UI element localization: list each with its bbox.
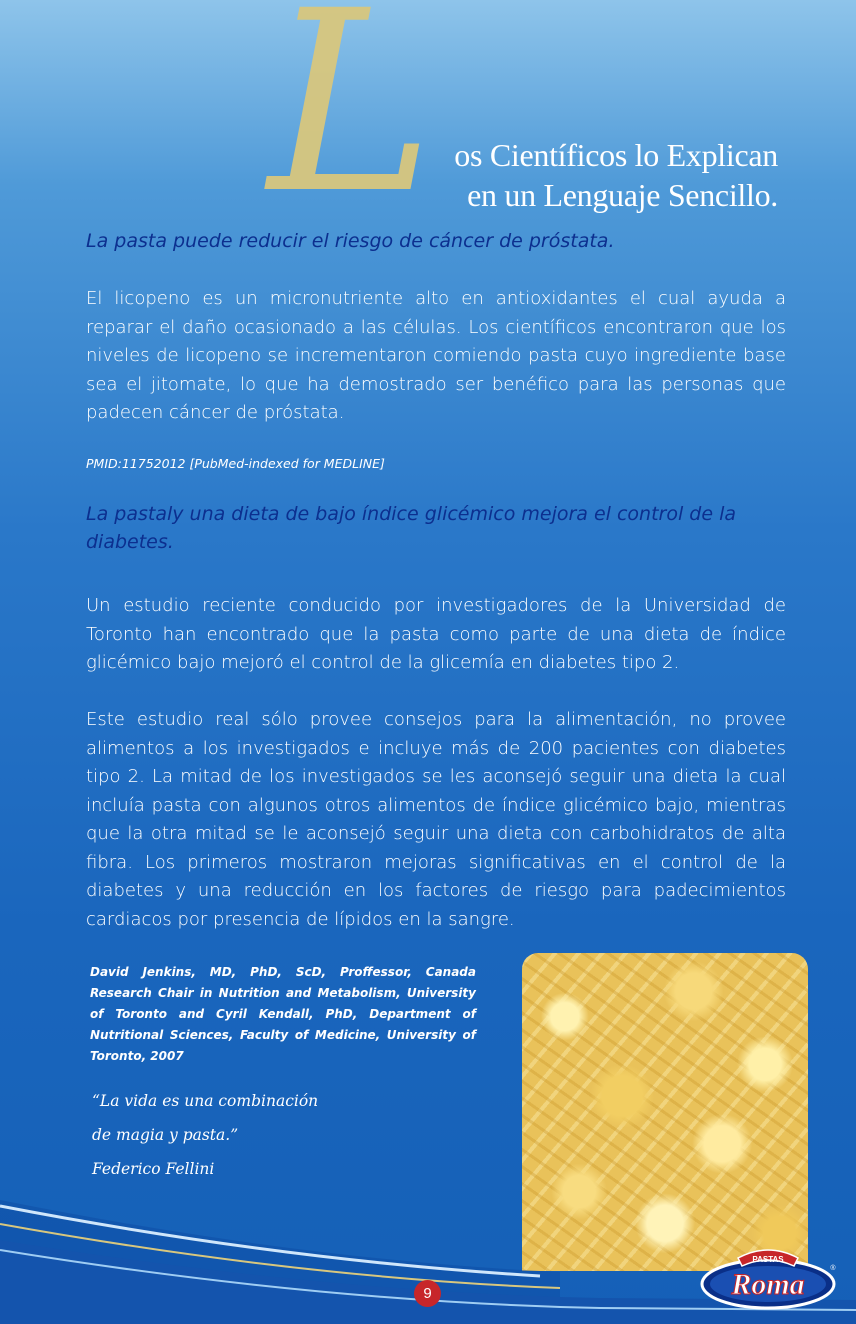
page-number-badge: 9 [414,1280,441,1307]
paragraph-lycopene: El licopeno es un micronutriente alto en antioxidantes el cual ayuda a reparar el daño ocasionado a las células. Los científicos encontraron que los niveles de licopeno se incrementaron comiendo pasta cuyo ingrediente base sea el jitomate, lo que ha demostrado ser benéfico para las personas que padecen cáncer de próstata. [86,288,786,423]
title-line-1: os Científicos lo Explican [454,137,778,173]
quote-author: Federico Fellini [92,1160,215,1178]
logo-registered-mark: ® [830,1265,836,1272]
quote-line-2: de magia y pasta.” [92,1126,239,1144]
paragraph-toronto-study: Un estudio reciente conducido por investigadores de la Universidad de Toronto han encontrado que la pasta como parte de una dieta de índice glicémico bajo mejoró el control de la glicemía en diabetes tipo 2. [86,595,786,673]
decorative-initial-L: L [268,0,435,248]
logo-pastas-text: PASTAS [752,1255,784,1264]
pubmed-reference: PMID:11752012 [PubMed-indexed for MEDLINE] [86,456,385,471]
study-citation: David Jenkins, MD, PhD, ScD, Proffessor, Canada Research Chair in Nutrition and Metabolism, University of Toronto and Cyril Kendall, PhD, Department of Nutritional Sciences, Faculty of Medicine, University of Toronto, 2007 [90,965,476,1063]
quote-line-1: “La vida es una combinación [92,1092,319,1110]
section-heading-prostate: La pasta puede reducir el riesgo de cáncer de próstata. [86,230,615,252]
section-heading-diabetes: La pastaly una dieta de bajo índice glicémico mejora el control de la diabetes. [86,503,737,553]
fellini-quote [92,1084,392,1186]
logo-roma-text: Roma [731,1268,805,1301]
paragraph-study-details: Este estudio real sólo provee consejos para la alimentación, no provee alimentos a los investigados e incluye más de 200 pacientes con diabetes tipo 2. La mitad de los investigados se les aconsejó seguir una dieta la cual incluía pasta con algunos otros alimentos de índice glicémico bajo, mientras que la otra mitad se le aconsejó seguir una dieta con carbohidratos de alta fibra. Los primeros mostraron mejoras significativas en el control de la diabetes y una reducción en los factores de riesgo para padecimientos cardiacos por presencia de lípidos en la sangre. [86,709,786,930]
pastas-roma-logo [700,1240,840,1312]
title-line-2: en un Lenguaje Sencillo. [467,177,778,213]
page-title [454,135,778,215]
